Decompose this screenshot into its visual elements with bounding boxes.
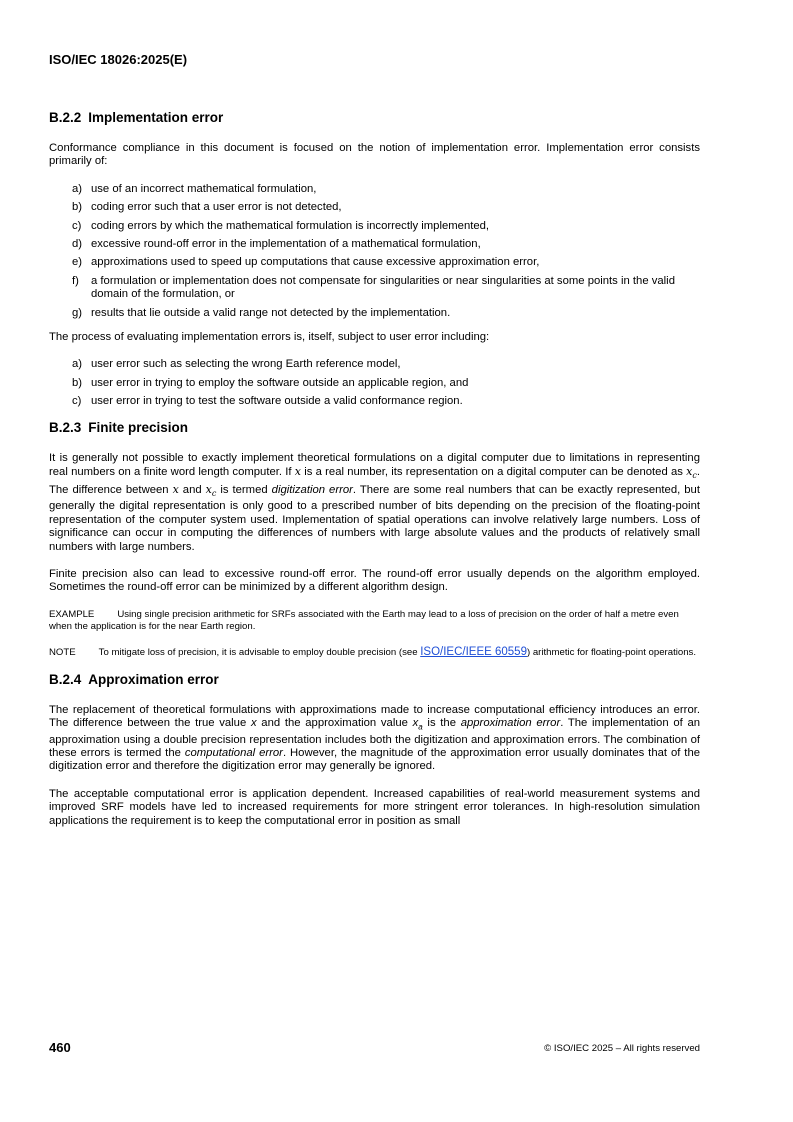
text-run: . However, the magnitude of the approximation error usually dominates that of the digitization error and therefore the digitization error may generally be ignored.	[49, 746, 701, 773]
page-number: 460	[49, 1040, 71, 1055]
list-text: a formulation or implementation does not compensate for singularities or near singularities at some points in the valid domain of the formulation, or	[91, 274, 675, 301]
paragraph-round-off: Finite precision also can lead to excessive round-off error. The round-off error usually depends on the algorithm employed. Sometimes the round-off error can be minimized by a different algorithm design.	[49, 567, 700, 594]
example-text: Using single precision arithmetic for SRFs associated with the Earth may lead to a loss of precision on the order of half a metre even when the application is for the near Earth region.	[49, 608, 679, 633]
list-item	[49, 220, 700, 233]
list-text: use of an incorrect mathematical formulation,	[91, 182, 317, 195]
note-text: To mitigate loss of precision, it is advisable to employ double precision (see	[98, 646, 421, 658]
list-text: user error in trying to employ the software outside an applicable region, and	[91, 376, 469, 389]
list-item	[49, 238, 700, 251]
heading-b24	[49, 672, 700, 687]
heading-b22	[49, 110, 700, 125]
list-item	[49, 201, 700, 214]
note	[49, 646, 700, 660]
list-marker: e)	[72, 256, 83, 269]
paragraph-process: The process of evaluating implementation errors is, itself, subject to user error including:	[49, 331, 490, 344]
heading-title: Finite precision	[88, 419, 189, 435]
term-digitization-error: digitization error	[271, 483, 353, 496]
list-text: excessive round-off error in the implementation of a mathematical formulation,	[91, 238, 481, 251]
list-marker: a)	[72, 358, 83, 371]
list-item	[49, 256, 700, 269]
list-item	[49, 275, 700, 302]
text-run: . There are some real numbers that can be exactly represented, but generally the digital representation is only good to a prescribed number of bits depending on the precision of the floating-point representation of the computer system used. Implementation of spatial operations can involve relatively large numbers. Loss of significance can occur in computing the differences of numbers with large absolute values and the products of relatively small numbers with large numbers.	[49, 483, 700, 553]
copyright: © ISO/IEC 2025 – All rights reserved	[544, 1043, 700, 1054]
text-run: is a real number, its representation on a digital computer can be denoted as	[301, 466, 687, 479]
text-run: and the approximation value	[256, 716, 413, 729]
list-marker: f)	[72, 274, 79, 287]
term-computational-error: computational error	[184, 746, 283, 759]
math-xa: $x_a$	[412, 716, 423, 732]
list-text: coding error such that a user error is not detected,	[91, 201, 342, 214]
math-x: x	[172, 482, 179, 496]
heading-title: Implementation error	[88, 110, 224, 125]
heading-number: B.2.3	[49, 419, 82, 435]
text-run: is the	[422, 716, 461, 729]
list-item	[49, 307, 700, 320]
text-run: . The difference between	[49, 466, 700, 496]
list-text: coding errors by which the mathematical formulation is incorrectly implemented,	[91, 219, 490, 232]
text-run: and	[178, 483, 206, 496]
math-x: x	[294, 465, 301, 479]
paragraph-finite-precision	[49, 452, 700, 554]
text-run: It is generally not possible to exactly implement theoretical formulations on a digital computer due to limitations in representing real numbers on a finite word length computer. If	[49, 451, 700, 479]
paragraph-intro: Conformance compliance in this document is focused on the notion of implementation error. Implementation error consists primarily of:	[49, 142, 700, 168]
math-x: x	[250, 716, 257, 729]
list-text: user error in trying to test the software outside a valid conformance region.	[91, 395, 463, 408]
list-marker: b)	[72, 376, 83, 389]
example-tag: EXAMPLE	[49, 608, 95, 620]
list-text: user error such as selecting the wrong Earth reference model,	[91, 358, 401, 371]
heading-number: B.2.4	[49, 671, 82, 687]
heading-title: Approximation error	[88, 671, 219, 687]
user-error-list	[49, 358, 700, 408]
term-approximation-error: approximation error	[460, 716, 561, 729]
list-marker: g)	[72, 306, 83, 319]
list-item	[49, 395, 700, 408]
content	[49, 110, 700, 842]
list-text: approximations used to speed up computations that cause excessive approximation error,	[91, 256, 540, 269]
example	[49, 609, 700, 634]
document-id: ISO/IEC 18026:2025(E)	[49, 52, 188, 67]
list-marker: a)	[72, 182, 83, 195]
list-marker: d)	[72, 238, 83, 251]
text-run: The replacement of theoretical formulations with approximations made to increase computational efficiency introduces an error. The difference between the true value	[49, 703, 700, 729]
list-item	[49, 183, 700, 196]
note-text: ) arithmetic for floating-point operations.	[526, 646, 697, 658]
math-xc: $x_c$	[686, 465, 697, 481]
list-marker: b)	[72, 201, 83, 214]
list-item	[49, 358, 700, 371]
note-tag: NOTE	[49, 646, 76, 658]
heading-b23	[49, 420, 700, 435]
list-text: results that lie outside a valid range not detected by the implementation.	[91, 306, 451, 319]
list-marker: c)	[72, 219, 82, 232]
text-run: is termed	[216, 483, 272, 496]
list-item	[49, 377, 700, 390]
paragraph-acceptable-error: The acceptable computational error is application dependent. Increased capabilities of real-world measurement systems and improved SRF models have led to increased requirements for more stringent error tolerances. In high-resolution simulation applications the requirement is to keep the computational error in position as small	[49, 787, 700, 827]
heading-number: B.2.2	[49, 110, 82, 125]
math-xc: $x_c$	[205, 482, 217, 498]
text-run: . The implementation of an approximation using a double precision representation includes both the digitization and approximation errors. The combination of these errors is termed the	[49, 716, 701, 759]
paragraph-approximation	[49, 704, 700, 774]
iso-iec-ieee-60559-link[interactable]: ISO/IEC/IEEE 60559	[420, 645, 527, 658]
implementation-error-list	[49, 183, 700, 320]
list-marker: c)	[72, 395, 82, 408]
